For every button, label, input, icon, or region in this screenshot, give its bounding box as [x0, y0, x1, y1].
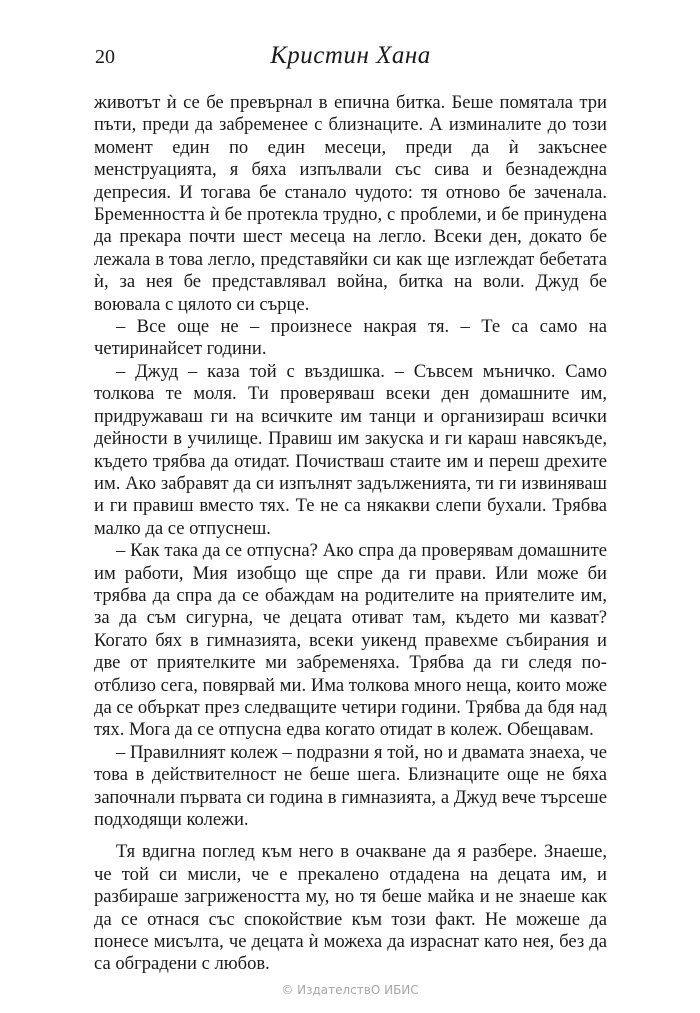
- page-number: 20: [95, 46, 115, 68]
- paragraph: – Все още не – произнесе накрая тя. – Те са само на четиринайсет години.: [94, 316, 607, 360]
- copyright-footer: © ИздателствО ИБИС: [281, 983, 419, 997]
- paragraph: животът ѝ се бе превърнал в епична битка. Беше помятала три пъти, преди да забременее с близнаците. А изминалите до този момент един по един месеци, преди да ѝ закъснее менструацията, я бяха изпълвали със сива и безнадеждна депресия. И тогава бе станало чудото: тя отново бе заченала. Бременността ѝ бе протекла трудно, с проблеми, и бе принудена да прекара почти шест месеца на легло. Всеки ден, докато бе лежала в това легло, представяйки си как ще изглеждат бебетата ѝ, за нея бе представлявал война, битка на воли. Джуд бе воювала с цялото си сърце.: [94, 92, 607, 315]
- page-header: [95, 42, 606, 82]
- paragraph: Тя вдигна поглед към него в очакване да я разбере. Знаеше, че той си мисли, че е прекалено отдадена на децата им, и разбираше загрижеността му, но тя беше майка и не знаеше как да се отнася със спокойствие към този факт. Не можеше да понесе мисълта, че децата ѝ можеха да израснат като нея, без да са обградени с любов.: [94, 841, 607, 975]
- paragraph: – Правилният колеж – подразни я той, но и двамата знаеха, че това в действителност не беше шега. Близнаците още не бяха започнали първата си година в гимназията, а Джуд вече търсеше подходящи колежи.: [94, 741, 607, 830]
- paragraph: – Джуд – каза той с въздишка. – Съвсем мъничко. Само толкова те моля. Ти проверяваш всеки ден домашните им, придружаваш ги на всичките им танци и организираш всички дейности в училище. Правиш им закуска и ги караш навсякъде, където трябва да отидат. Почистваш стаите им и переш дрехите им. Ако забравят да си изпълнят задълженията, ти ги извиняваш и ги правиш вместо тях. Те не са някакви слепи бухали. Трябва малко да се отпуснеш.: [94, 360, 607, 539]
- running-head-author: Кристин Хана: [270, 42, 431, 69]
- body-text: [94, 92, 607, 976]
- paragraph: – Как така да се отпусна? Ако спра да проверявам домашните им работи, Мия изобщо ще спре да ги прави. Или може би трябва да спра да се обаждам на родителите на приятелите им, за да съм сигурна, че децата отиват там, където ми казват? Когато бях в гимназията, всеки уикенд правехме събирания и две от приятелките ми забременяха. Трябва да ги следя по-отблизо сега, повярвай ми. Има толкова много неща, които може да се объркат през следващите четири години. Трябва да бдя над тях. Мога да се отпусна едва когато отидат в колеж. Обещавам.: [94, 540, 607, 741]
